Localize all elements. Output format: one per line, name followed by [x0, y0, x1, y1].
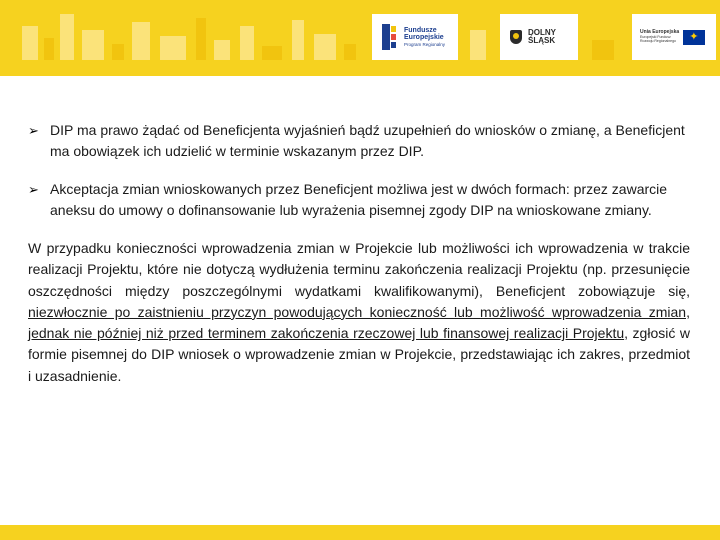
fundusze-line2: Europejskie: [404, 33, 444, 41]
paragraph-part2: , zgłosić w formie pisemnej do DIP wniosek o wprowadzenie zmian w Projekcie, przedstawiając ich zakres, przedmiot i uzasadnienie.: [28, 325, 690, 384]
ue-line1: Unia Europejska: [640, 29, 680, 36]
arrow-bullet-icon: ➢: [28, 123, 39, 138]
decor-block: [82, 30, 104, 60]
crest-icon: [510, 30, 522, 44]
decor-block: [314, 34, 336, 60]
decor-block: [470, 30, 486, 60]
decor-block: [196, 18, 206, 60]
decor-block: [240, 26, 254, 60]
bullet-text: Akceptacja zmian wnioskowanych przez Beneficjent możliwa jest w dwóch formach: przez zawarcie aneksu do umowy o dofinansowanie lub wyrażenia pisemnej zgody DIP na wnioskowane zmiany.: [50, 181, 668, 218]
ue-logo: [632, 14, 716, 60]
fundusze-line1: Fundusze: [404, 26, 437, 34]
decor-block: [44, 38, 54, 60]
dolny-slask-logo: [500, 14, 578, 60]
ue-line3: Rozwoju Regionalnego: [640, 38, 676, 43]
bullet-text: DIP ma prawo żądać od Beneficjenta wyjaśnień bądź uzupełnień do wniosków o zmianę, a Beneficjent ma obowiązek ich udzielić w terminie wskazanym przez DIP.: [50, 122, 685, 159]
decor-block: [592, 40, 614, 60]
paragraph-part1: W przypadku konieczności wprowadzenia zmian w Projekcie lub możliwości ich wprowadzenia w trakcie realizacji Projektu, które nie dotyczą wydłużenia terminu zakończenia realizacji Projektu (np. przesunięcie oszczędności między poszczególnymi wydatkami kwalifikowanymi), Beneficjent zobowiązuje się,: [28, 240, 690, 299]
decor-block: [132, 22, 150, 60]
dolny-slask-line1: DOLNY: [528, 27, 556, 37]
bullet-item: [28, 179, 690, 221]
ue-line2: Europejski Fundusz: [640, 34, 671, 39]
eu-flag-icon: [683, 30, 705, 45]
decor-block: [60, 14, 74, 60]
decor-block: [112, 44, 124, 60]
slide-content: [28, 120, 690, 387]
decor-block: [214, 40, 230, 60]
fundusze-europejskie-logo: [372, 14, 458, 60]
bullet-item: [28, 120, 690, 162]
dolny-slask-line2: ŚLĄSK: [528, 36, 556, 45]
decor-block: [262, 46, 282, 60]
decor-block: [292, 20, 304, 60]
header-band: [0, 0, 720, 76]
body-paragraph: [28, 238, 690, 387]
fundusze-mark-icon: [382, 24, 398, 50]
paragraph-underlined: niezwłocznie po zaistnieniu przyczyn powodujących konieczność lub możliwość wprowadzenia zmian, jednak nie później niż przed terminem zakończenia rzeczowej lub finansowej realizacji Projektu: [28, 303, 690, 342]
decor-block: [344, 44, 356, 60]
footer-band: [0, 525, 720, 540]
decor-block: [160, 36, 186, 60]
arrow-bullet-icon: ➢: [28, 182, 39, 197]
fundusze-line3: Program Regionalny: [404, 41, 446, 47]
decor-block: [22, 26, 38, 60]
